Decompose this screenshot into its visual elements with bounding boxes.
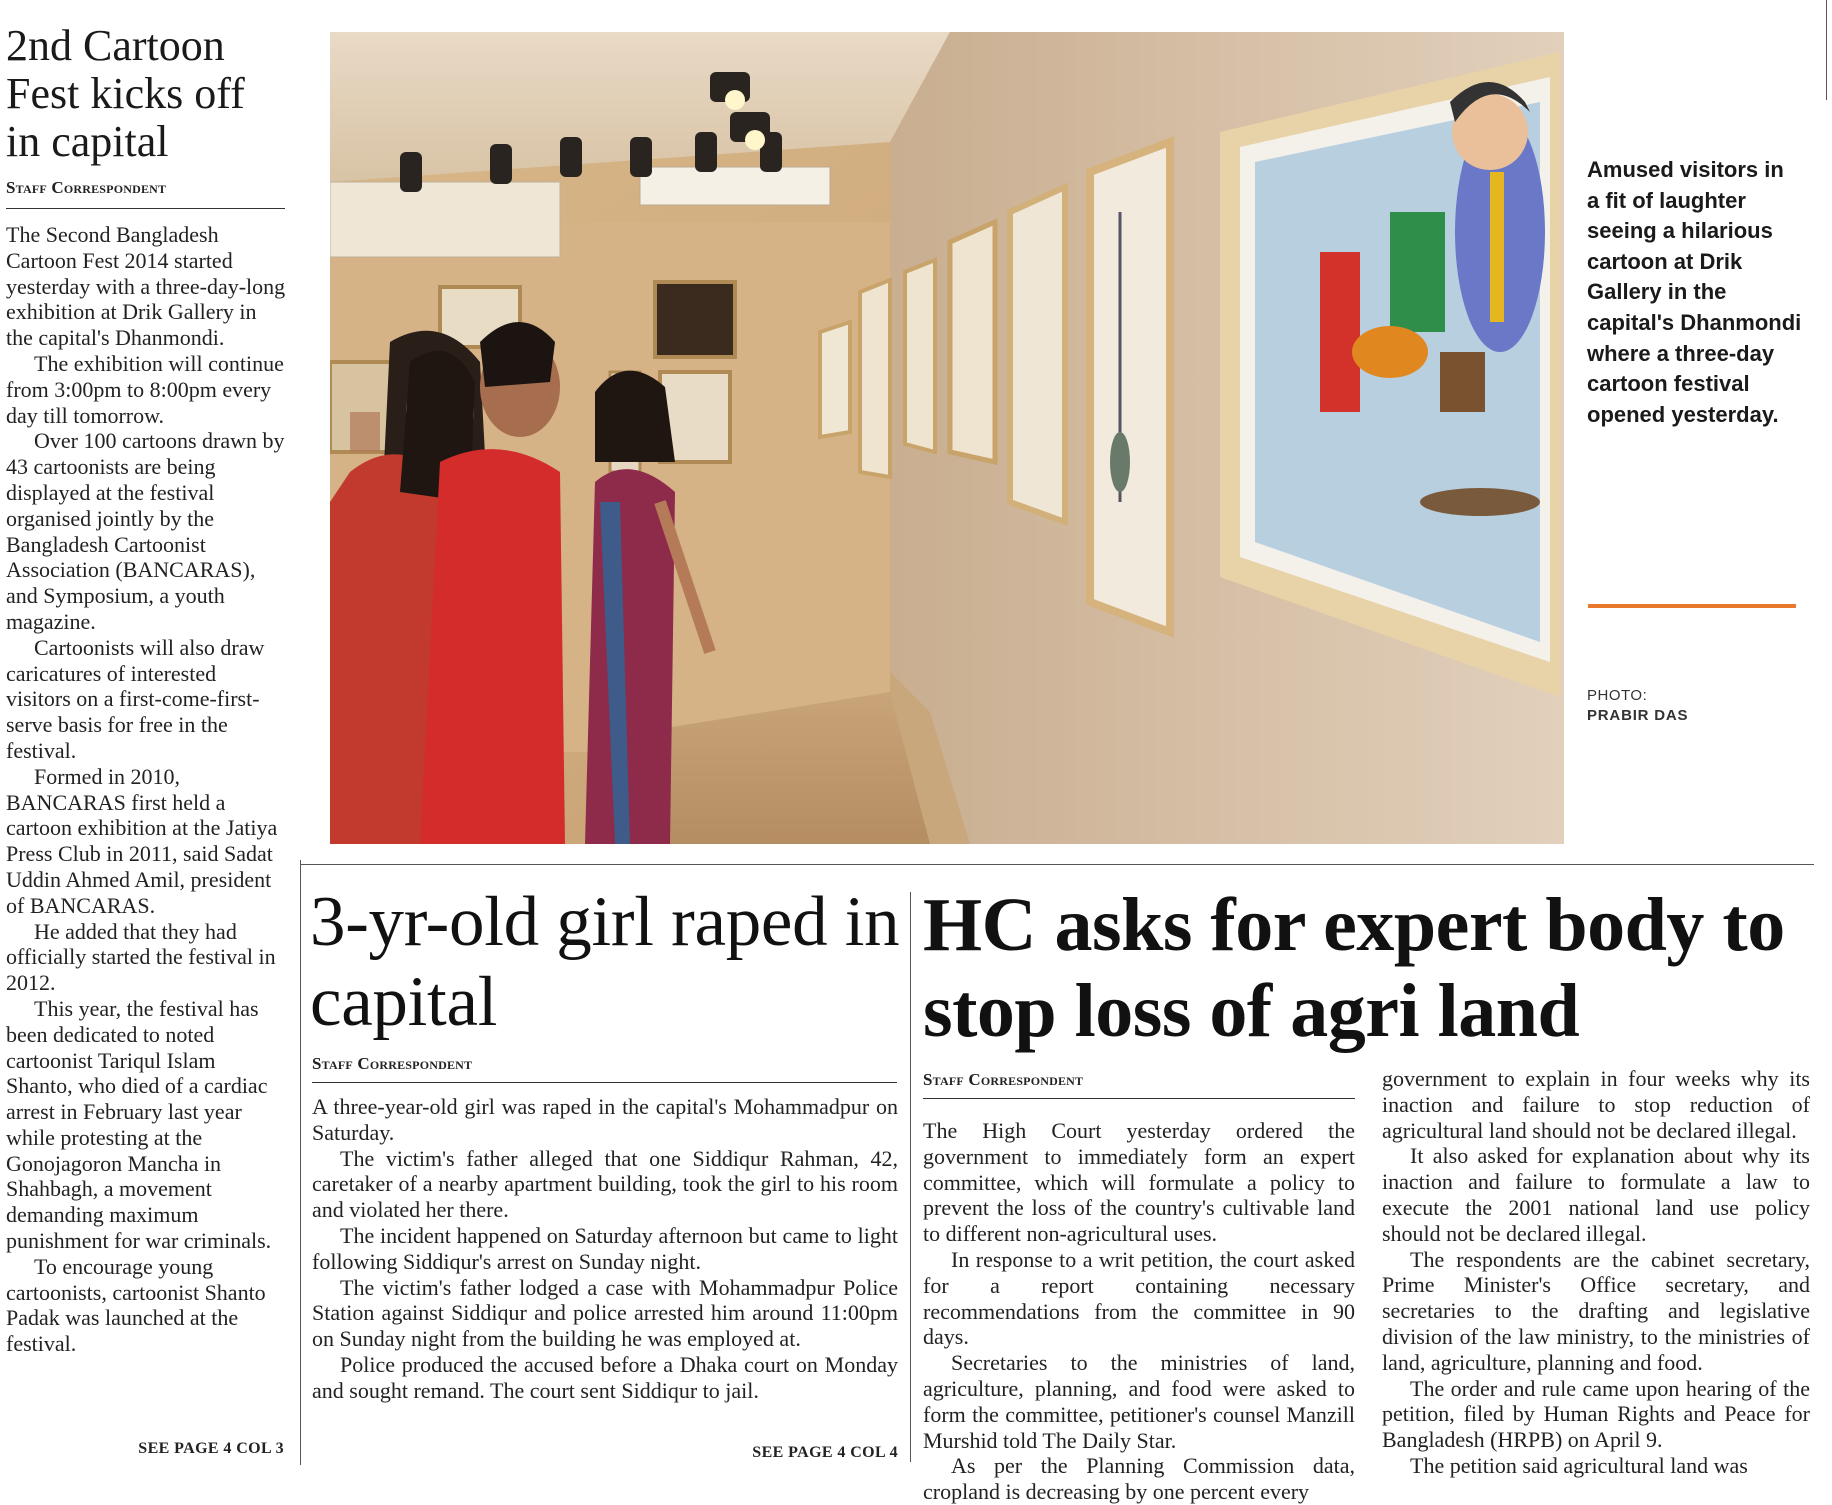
right-story-column-2 [1382,1066,1810,1479]
middle-story-headline: 3-yr-old girl raped in capital [310,883,900,1041]
gallery-photo [330,32,1564,844]
photo-caption-text: Amused visitors in a fit of laughter seeing a hilarious cartoon at Drik Gallery in the capital's Dhanmondi where a three-day cartoon festival opened yesterday. [1587,157,1802,427]
body-paragraph: Secretaries to the ministries of land, agriculture, planning, and food were asked to form the committee, petitioner's counsel Manzill Murshid told The Daily Star. [923,1350,1355,1453]
middle-story [310,882,900,1472]
body-paragraph: The petition said agricultural land was [1410,1452,1748,1478]
body-paragraph: The exhibition will continue from 3:00pm to 8:00pm every day till tomorrow. [6,350,284,428]
body-paragraph: In response to a writ petition, the court asked for a report containing necessary recommendations from the committee in 90 days. [923,1246,1355,1350]
body-paragraph: To encourage young cartoonists, cartoonist Shanto Padak was launched at the festival. [6,1253,266,1357]
body-paragraph: government to explain in four weeks why its inaction and failure to stop reduction of agricultural land should not be declared illegal. [1382,1066,1810,1143]
body-paragraph: Police produced the accused before a Dhaka court on Monday and sought remand. The court sent Siddiqur to jail. [312,1351,898,1403]
right-story-headline: HC asks for expert body to stop loss of agri land [923,883,1785,1053]
left-story-headline: 2nd Cartoon Fest kicks off in capital [6,21,245,166]
left-column-divider [300,860,301,1465]
middle-byline-rule [312,1082,897,1083]
body-paragraph: Formed in 2010, BANCARAS first held a cartoon exhibition at the Jatiya Press Club in 2011, said Sadat Uddin Ahmed Amil, president of BANCARAS. [6,763,278,918]
body-paragraph: The High Court yesterday ordered the government to immediately form an expert committee, which will formulate a policy to prevent the loss of the country's cultivable land to different non-agricultural uses. [923,1118,1355,1247]
right-story-column-1 [923,1118,1355,1505]
body-paragraph: The order and rule came upon hearing of the petition, filed by Human Rights and Peace for Bangladesh (HRPB) on April 9. [1382,1375,1810,1453]
left-story [6,22,286,1472]
photo-credit-name: PRABIR DAS [1587,707,1689,724]
left-see-page: SEE PAGE 4 COL 3 [138,1440,284,1457]
right-story-byline: Staff Correspondent [923,1070,1084,1089]
middle-story-byline: Staff Correspondent [312,1054,473,1073]
photo-credit-label: PHOTO: [1587,687,1648,704]
body-paragraph: The victim's father alleged that one Siddiqur Rahman, 42, caretaker of a nearby apartment building, took the girl to his room and violated her there. [312,1145,898,1223]
left-story-body [6,222,286,1357]
body-paragraph: He added that they had officially started the festival in 2012. [6,918,276,996]
page-edge-rule [1826,0,1827,100]
body-paragraph: Cartoonists will also draw caricatures of interested visitors on a first-come-first-serve basis for free in the festival. [6,634,265,763]
right-story [923,882,1823,1505]
middle-story-body [312,1094,898,1404]
body-paragraph: It also asked for explanation about why its inaction and failure to formulate a law to execute the 2001 national land use policy should not be declared illegal. [1382,1143,1810,1246]
left-byline-rule [6,208,285,209]
body-paragraph: The incident happened on Saturday afternoon but came to light following Siddiqur's arrest on Sunday night. [312,1222,898,1274]
caption-accent-rule [1588,604,1796,608]
body-paragraph: The Second Bangladesh Cartoon Fest 2014 started yesterday with a three-day-long exhibition at Drik Gallery in the capital's Dhanmondi. [6,222,286,351]
body-paragraph: A three-year-old girl was raped in the capital's Mohammadpur on Saturday. [312,1094,898,1145]
photo-caption [1587,155,1802,430]
story-top-rule [300,864,1814,865]
body-paragraph: The victim's father lodged a case with Mohammadpur Police Station against Siddiqur and police arrested him around 11:00pm on Sunday night from the building he was employed at. [312,1274,898,1352]
right-byline-rule [923,1098,1355,1099]
middle-column-divider [910,892,911,1462]
body-paragraph: This year, the festival has been dedicated to noted cartoonist Tariqul Islam Shanto, who died of a cardiac arrest in February last year while protesting at the Gonojagoron Mancha in Shahbagh, a movement demanding maximum punishment for war criminals. [6,995,272,1254]
middle-see-page: SEE PAGE 4 COL 4 [752,1444,898,1461]
body-paragraph: As per the Planning Commission data, cropland is decreasing by one percent every [923,1453,1355,1505]
left-story-byline: Staff Correspondent [6,178,167,197]
body-paragraph: Over 100 cartoons drawn by 43 cartoonists are being displayed at the festival organised jointly by the Bangladesh Cartoonist Association (BANCARAS), and Symposium, a youth magazine. [6,428,285,634]
body-paragraph: The respondents are the cabinet secretary, Prime Minister's Office secretary, and secretaries to the drafting and legislative division of the law ministry, to the ministries of land, agriculture, planning and food. [1382,1246,1810,1375]
